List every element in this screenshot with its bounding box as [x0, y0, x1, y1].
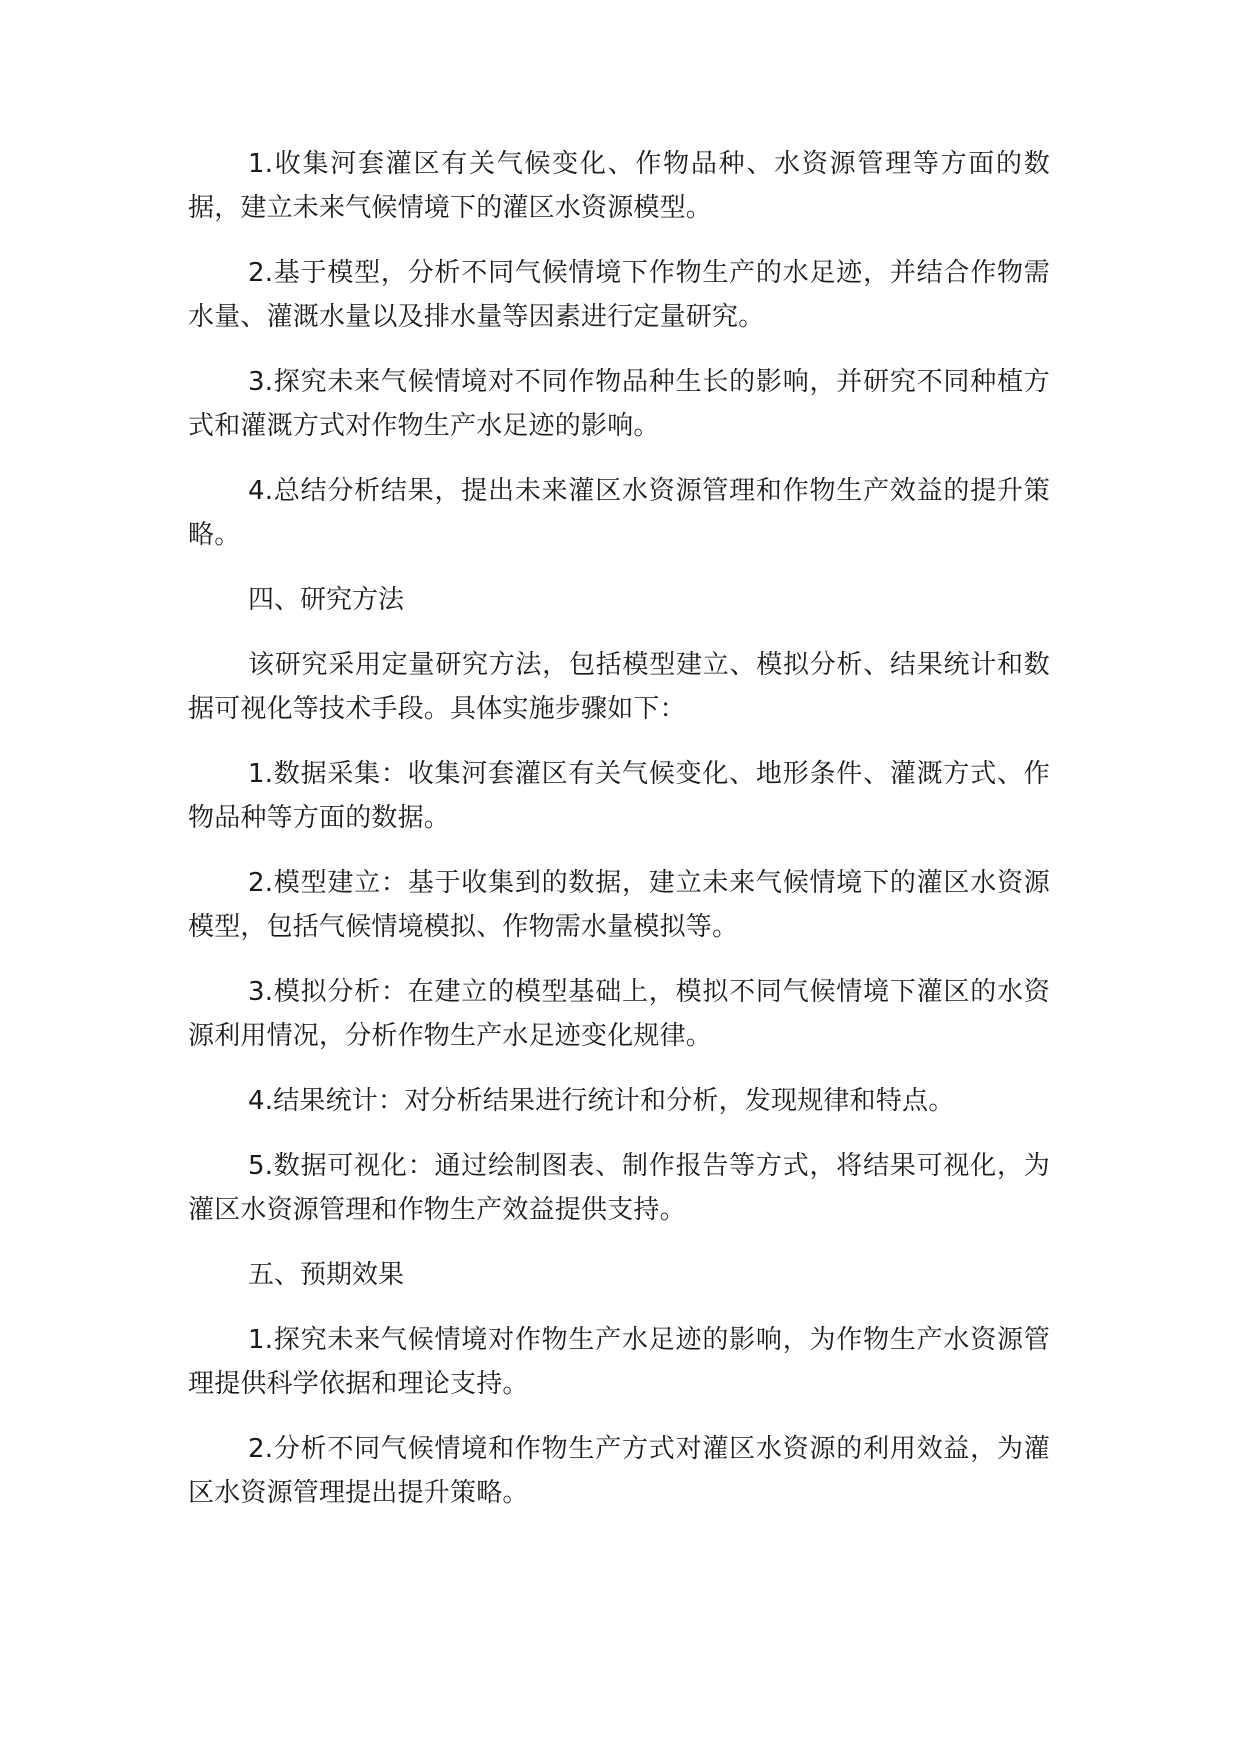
section-heading-methods: 四、研究方法	[248, 585, 405, 615]
paragraph-expected-1: 1.探究未来气候情境对作物生产水足迹的影响，为作物生产水资源管理提供科学依据和理论支持。	[188, 1325, 1050, 1399]
paragraph-objective-2: 2.基于模型，分析不同气候情境下作物生产的水足迹，并结合作物需水量、灌溉水量以及排水量等因素进行定量研究。	[188, 258, 1050, 332]
paragraph-expected-2: 2.分析不同气候情境和作物生产方式对灌区水资源的利用效益，为灌区水资源管理提出提升策略。	[188, 1434, 1050, 1508]
paragraph-objective-4: 4.总结分析结果，提出未来灌区水资源管理和作物生产效益的提升策略。	[188, 476, 1050, 550]
paragraph-method-step-1: 1.数据采集：收集河套灌区有关气候变化、地形条件、灌溉方式、作物品种等方面的数据。	[188, 759, 1050, 833]
paragraph-methods-intro: 该研究采用定量研究方法，包括模型建立、模拟分析、结果统计和数据可视化等技术手段。具体实施步骤如下：	[188, 650, 1050, 724]
paragraph-method-step-4: 4.结果统计：对分析结果进行统计和分析，发现规律和特点。	[248, 1086, 955, 1116]
paragraph-method-step-5: 5.数据可视化：通过绘制图表、制作报告等方式，将结果可视化，为灌区水资源管理和作物生产效益提供支持。	[188, 1151, 1050, 1225]
section-heading-expected-results: 五、预期效果	[248, 1260, 405, 1290]
paragraph-method-step-3: 3.模拟分析：在建立的模型基础上，模拟不同气候情境下灌区的水资源利用情况，分析作物生产水足迹变化规律。	[188, 977, 1050, 1051]
paragraph-objective-3: 3.探究未来气候情境对不同作物品种生长的影响，并研究不同种植方式和灌溉方式对作物生产水足迹的影响。	[188, 367, 1050, 441]
document-page	[188, 142, 1050, 1536]
paragraph-method-step-2: 2.模型建立：基于收集到的数据，建立未来气候情境下的灌区水资源模型，包括气候情境模拟、作物需水量模拟等。	[188, 868, 1050, 942]
paragraph-objective-1: 1.收集河套灌区有关气候变化、作物品种、水资源管理等方面的数据，建立未来气候情境下的灌区水资源模型。	[188, 149, 1050, 223]
